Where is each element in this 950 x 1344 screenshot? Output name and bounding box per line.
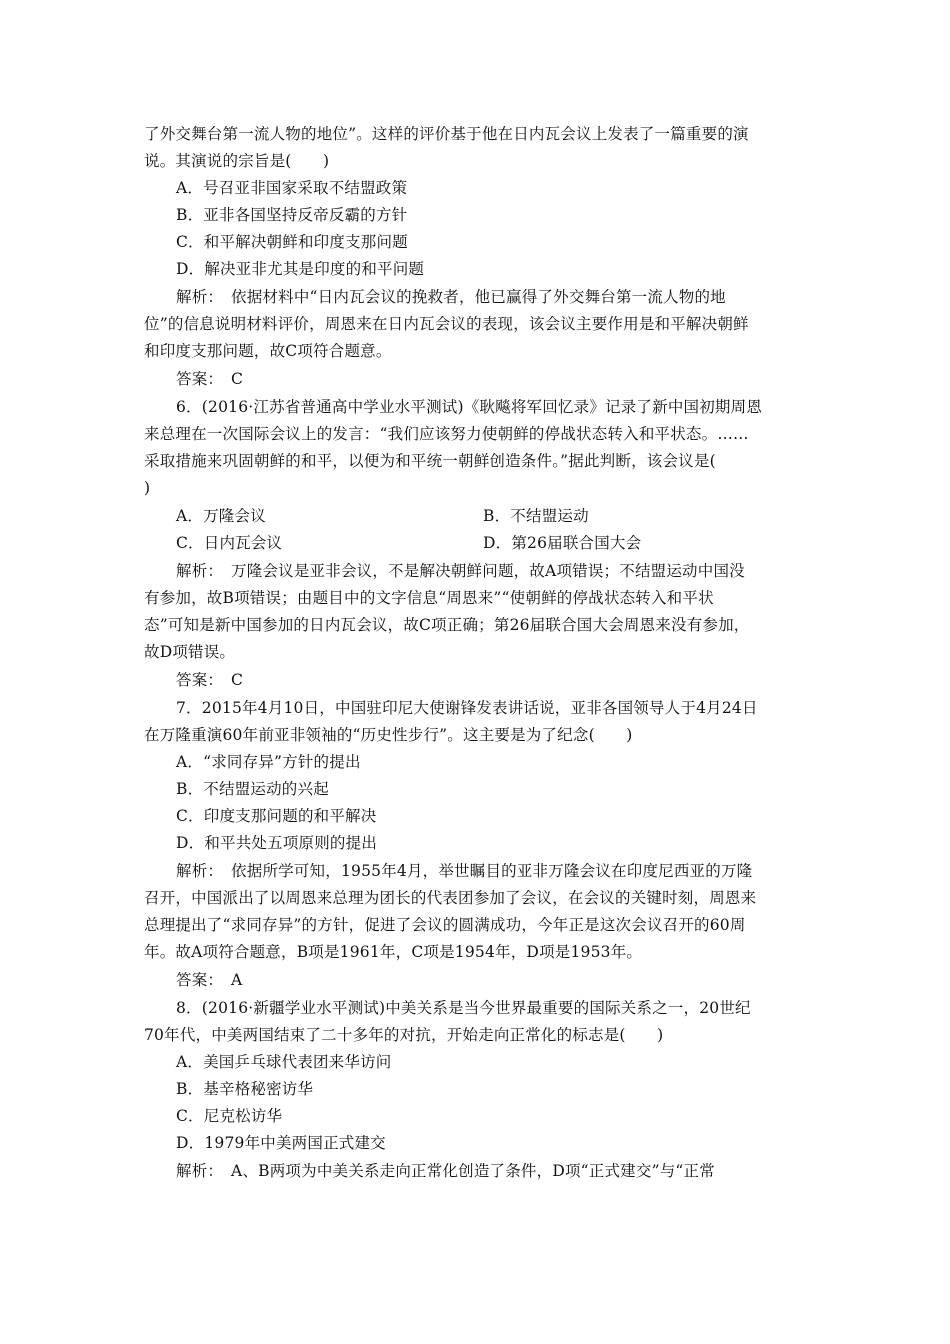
option-a: A．号召亚非国家采取不结盟政策: [176, 179, 408, 197]
question-stem: 8．(2016·新疆学业水平测试)中美关系是当今世界最重要的国际关系之一，20世纪: [176, 999, 751, 1017]
analysis-text: 年。故A项符合题意，B项是1961年，C项是1954年，D项是1953年。: [144, 943, 643, 961]
analysis-text: 位”的信息说明材料评价，周恩来在日内瓦会议的表现，该会议主要作用是和平解决朝鲜: [144, 315, 749, 333]
analysis-text: 态”可知是新中国参加的日内瓦会议，故C项正确；第26届联合国大会周恩来没有参加，: [144, 616, 750, 634]
text-line: 了外交舞台第一流人物的地位”。这样的评价基于他在日内瓦会议上发表了一篇重要的演: [144, 125, 749, 143]
analysis-text: 故D项错误。: [144, 643, 236, 661]
analysis-text: 解析： A、B两项为中美关系走向正常化创造了条件，D项“正式建交”与“正常: [176, 1162, 715, 1180]
option-c: C．印度支那问题的和平解决: [176, 807, 377, 825]
analysis-text: 总理提出了“求同存异”的方针，促进了会议的圆满成功，今年正是这次会议召开的60周: [144, 916, 746, 934]
analysis-text: 解析： 依据材料中“日内瓦会议的挽救者，他已赢得了外交舞台第一流人物的地: [176, 288, 726, 306]
question-stem: 6．(2016·江苏省普通高中学业水平测试)《耿飚将军回忆录》记录了新中国初期周恩: [176, 398, 763, 416]
answer-text: 答案： A: [176, 971, 243, 989]
option-b: B．不结盟运动的兴起: [176, 780, 329, 798]
question-stem: ): [144, 479, 151, 497]
question-stem: 来总理在一次国际会议上的发言：“我们应该努力使朝鲜的停战状态转入和平状态。……: [144, 425, 749, 443]
option-d: D．和平共处五项原则的提出: [176, 834, 378, 852]
question-stem: 在万隆重演60年前亚非领袖的“历史性步行”。这主要是为了纪念( ): [144, 726, 633, 744]
analysis-text: 解析： 万隆会议是亚非会议，不是解决朝鲜问题，故A项错误；不结盟运动中国没: [176, 562, 745, 580]
option-b: B．不结盟运动: [483, 507, 589, 525]
option-c: C．尼克松访华: [176, 1107, 283, 1125]
question-stem: 7．2015年4月10日，中国驻印尼大使谢锋发表讲话说，亚非各国领导人于4月24日: [176, 699, 758, 717]
option-b: B．基辛格秘密访华: [176, 1080, 314, 1098]
option-d: D．1979年中美两国正式建交: [176, 1134, 386, 1152]
analysis-text: 召开，中国派出了以周恩来总理为团长的代表团参加了会议，在会议的关键时刻，周恩来: [144, 889, 757, 907]
question-stem: 说。其演说的宗旨是( ): [144, 152, 330, 170]
analysis-text: 有参加，故B项错误；由题目中的文字信息“周恩来”“使朝鲜的停战状态转入和平状: [144, 589, 714, 607]
question-stem: 70年代，中美两国结束了二十多年的对抗，开始走向正常化的标志是( ): [144, 1026, 664, 1044]
answer-text: 答案： C: [176, 370, 244, 388]
answer-text: 答案： C: [176, 671, 244, 689]
option-b: B．亚非各国坚持反帝反霸的方针: [176, 206, 408, 224]
option-c: C．和平解决朝鲜和印度支那问题: [176, 233, 408, 251]
option-a: A．万隆会议: [176, 507, 266, 525]
option-c: C．日内瓦会议: [176, 534, 283, 552]
option-a: A．美国乒乓球代表团来华访问: [176, 1053, 392, 1071]
analysis-text: 和印度支那问题，故C项符合题意。: [144, 342, 392, 360]
option-d: D．解决亚非尤其是印度的和平问题: [176, 260, 425, 278]
question-stem: 采取措施来巩固朝鲜的和平，以便为和平统一朝鲜创造条件。”据此判断，该会议是(: [144, 452, 716, 470]
option-a: A．“求同存异”方针的提出: [176, 753, 361, 771]
analysis-text: 解析： 依据所学可知，1955年4月，举世瞩目的亚非万隆会议在印度尼西亚的万隆: [176, 862, 753, 880]
option-d: D．第26届联合国大会: [483, 534, 642, 552]
